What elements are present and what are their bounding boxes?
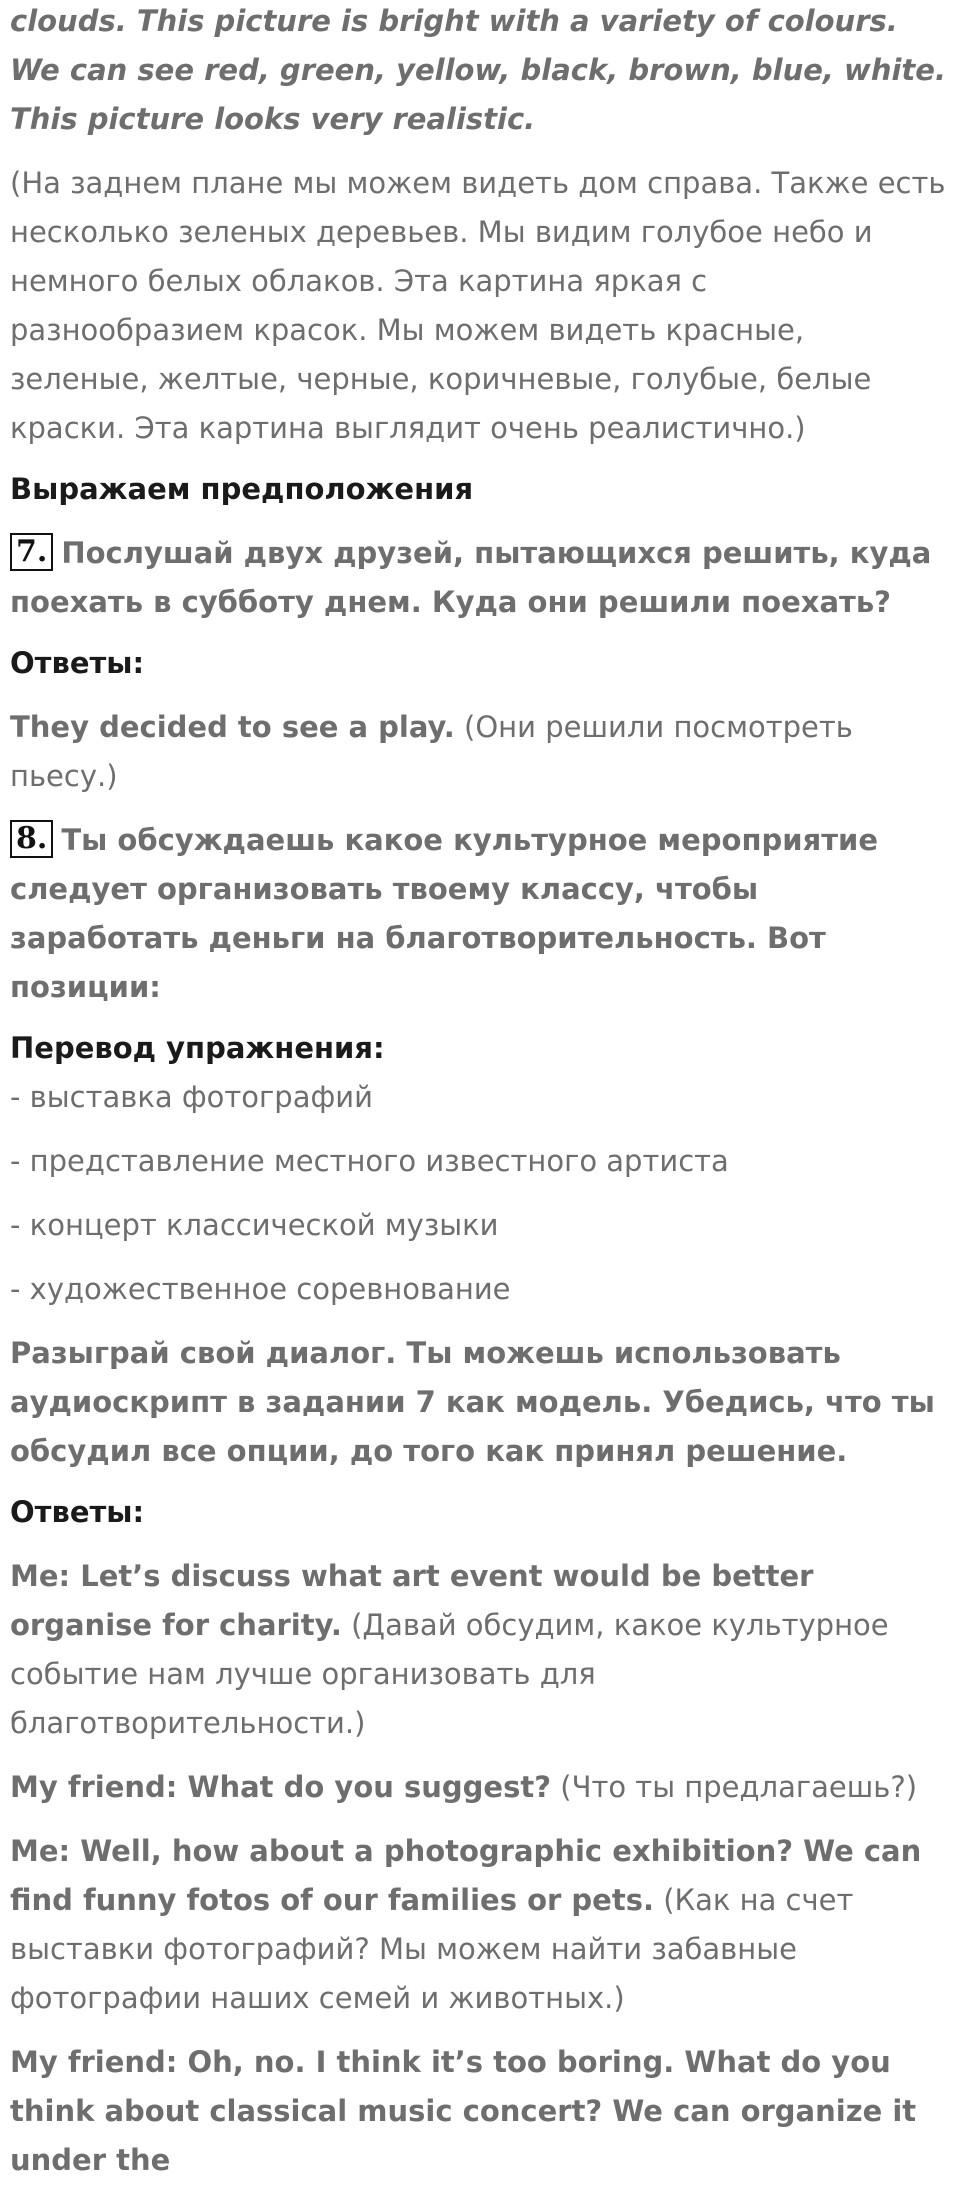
list-item: - представление местного известного артиста	[10, 1144, 729, 1178]
dialog-line	[10, 1827, 950, 2023]
dialog-line-en: My friend: What do you suggest?	[10, 1770, 552, 1804]
exercise-8-text	[10, 816, 950, 1012]
dialog-line-en: Me: Let’s discuss what art event would be better organise for charity.	[10, 1559, 814, 1642]
exercise-7-instruction: Послушай двух друзей, пытающихся решить, куда поехать в субботу днем. Куда они решили поехать?	[10, 536, 932, 619]
dialog-line-en: My friend: Oh, no. I think it’s too boring. What do you think about classical music concert? We can organize it under the	[10, 2045, 917, 2177]
list-item: - выставка фотографий	[10, 1080, 373, 1114]
exercise-7-answer	[10, 703, 950, 801]
dialog-line	[10, 1552, 950, 1748]
exercise-8-number: 8.	[10, 820, 53, 858]
exercise-8-instruction: Ты обсуждаешь какое культурное мероприятие следует организовать твоему классу, чтобы заработать деньги на благотворительность. Вот позиции:	[10, 823, 879, 1004]
intro-english-text: clouds. This picture is bright with a variety of colours. We can see red, green, yellow, black, brown, blue, white. This picture looks very realistic.	[10, 4, 946, 136]
exercise-8-answers-label: Ответы:	[10, 1495, 145, 1529]
exercise-8-translation-label: Перевод упражнения:	[10, 1031, 385, 1065]
dialog-line-en: Me: Well, how about a photographic exhibition? We can find funny fotos of our families or pets.	[10, 1834, 922, 1917]
exercise-7-text	[10, 529, 950, 627]
exercise-7-answers-label: Ответы:	[10, 646, 145, 680]
dialog-line-ru: (Что ты предлагаешь?)	[560, 1770, 918, 1804]
section-heading: Выражаем предположения	[10, 472, 474, 506]
exercise-8-task: Разыграй свой диалог. Ты можешь использовать аудиоскрипт в задании 7 как модель. Убедись, что ты обсудил все опции, до того как принял решение.	[10, 1336, 935, 1468]
list-item: - художественное соревнование	[10, 1272, 511, 1306]
dialog-line	[10, 2038, 950, 2185]
exercise-7-answer-en: They decided to see a play.	[10, 710, 455, 744]
intro-russian-translation: (На заднем плане мы можем видеть дом справа. Также есть несколько зеленых деревьев. Мы видим голубое небо и немного белых облаков. Эта картина яркая с разнообразием красок. Мы можем видеть красные, зеленые, желтые, черные, коричневые, голубые, белые краски. Эта картина выглядит очень реалистично.)	[10, 166, 946, 445]
dialog-line-ru: (Давай обсудим, какое культурное событие нам лучше организовать для благотворительности.)	[10, 1608, 889, 1740]
exercise-7-answer-ru: (Они решили посмотреть пьесу.)	[10, 710, 853, 793]
list-item: - концерт классической музыки	[10, 1208, 499, 1242]
dialog-line	[10, 1763, 950, 1812]
dialog-line-ru: (Как на счет выставки фотографий? Мы можем найти забавные фотографии наших семей и животных.)	[10, 1883, 854, 2015]
exercise-7-number: 7.	[10, 533, 53, 571]
